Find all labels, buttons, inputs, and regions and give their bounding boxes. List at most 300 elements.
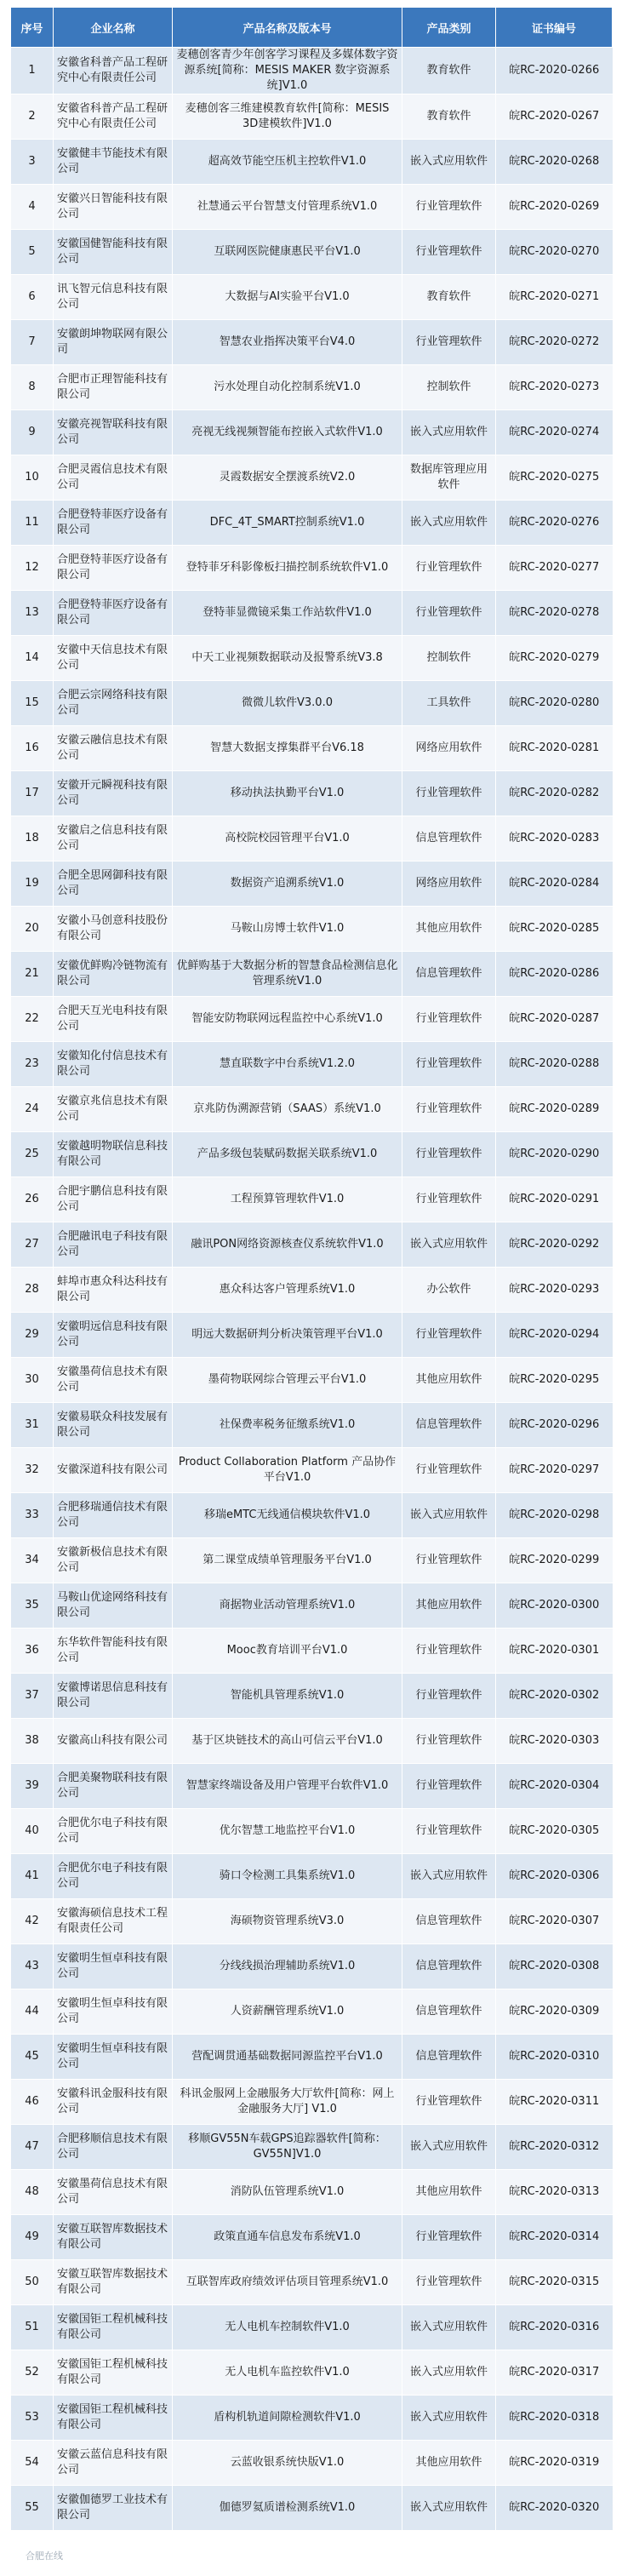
cell-company: 安徽国钜工程机械科技有限公司 (54, 2350, 173, 2396)
table-row (11, 1493, 613, 1538)
cell-category: 控制软件 (402, 365, 496, 410)
cell-category: 行业管理软件 (402, 1087, 496, 1132)
cell-product: 消防队伍管理系统V1.0 (173, 2170, 402, 2215)
cell-company: 安徽互联智库数据技术有限公司 (54, 2215, 173, 2260)
cell-seq: 17 (11, 771, 54, 816)
table-row (11, 455, 613, 501)
cell-seq: 33 (11, 1493, 54, 1538)
table-row (11, 591, 613, 636)
cell-company: 合肥优尔电子科技有限公司 (54, 1854, 173, 1899)
cell-product: 融讯PON网络资源核查仪系统软件V1.0 (173, 1222, 402, 1268)
cell-company: 安徽兴日智能科技有限公司 (54, 185, 173, 230)
cell-company: 安徽亮视智联科技有限公司 (54, 410, 173, 455)
cell-seq: 48 (11, 2170, 54, 2215)
cell-company: 安徽健丰节能技术有限公司 (54, 140, 173, 185)
cell-category: 教育软件 (402, 275, 496, 320)
cell-product: 无人电机车控制软件V1.0 (173, 2305, 402, 2350)
table-row (11, 320, 613, 365)
cell-company: 马鞍山优途网络科技有限公司 (54, 1583, 173, 1629)
cell-seq: 35 (11, 1583, 54, 1629)
cell-product: 超高效节能空压机主控软件V1.0 (173, 140, 402, 185)
cell-product: 第二课堂成绩单管理服务平台V1.0 (173, 1538, 402, 1583)
table-row (11, 1132, 613, 1177)
table-row (11, 726, 613, 771)
cell-product: 智慧农业指挥决策平台V4.0 (173, 320, 402, 365)
header-company: 企业名称 (54, 8, 173, 48)
cell-product: 污水处理自动化控制系统V1.0 (173, 365, 402, 410)
cell-category: 信息管理软件 (402, 2035, 496, 2080)
cell-cert: 皖RC-2020-0301 (496, 1629, 613, 1674)
cell-seq: 14 (11, 636, 54, 681)
cell-cert: 皖RC-2020-0298 (496, 1493, 613, 1538)
cell-product: 智能机具管理系统V1.0 (173, 1674, 402, 1719)
cell-cert: 皖RC-2020-0285 (496, 907, 613, 952)
cell-company: 安徽易联众科技发展有限公司 (54, 1403, 173, 1448)
cell-category: 行业管理软件 (402, 591, 496, 636)
cell-company: 安徽开元瞬视科技有限公司 (54, 771, 173, 816)
cell-product: 麦穗创客青少年创客学习课程及多媒体数字资源系统[简称：MESIS MAKER 数字资源系统]V1.0 (173, 48, 402, 94)
table-row (11, 546, 613, 591)
cell-seq: 42 (11, 1899, 54, 1944)
table-row (11, 2350, 613, 2396)
cell-company: 安徽省科普产品工程研究中心有限责任公司 (54, 94, 173, 140)
cell-cert: 皖RC-2020-0319 (496, 2441, 613, 2486)
cell-product: 智慧大数据支撑集群平台V6.18 (173, 726, 402, 771)
cell-company: 安徽省科普产品工程研究中心有限责任公司 (54, 48, 173, 94)
cell-cert: 皖RC-2020-0297 (496, 1448, 613, 1493)
cell-category: 行业管理软件 (402, 771, 496, 816)
table-row (11, 2305, 613, 2350)
table-row (11, 1629, 613, 1674)
cell-product: 移动执法执勤平台V1.0 (173, 771, 402, 816)
cell-category: 办公软件 (402, 1268, 496, 1313)
cell-seq: 34 (11, 1538, 54, 1583)
table-row (11, 2396, 613, 2441)
cell-cert: 皖RC-2020-0305 (496, 1809, 613, 1854)
table-row (11, 1358, 613, 1403)
cell-category: 其他应用软件 (402, 907, 496, 952)
cell-seq: 26 (11, 1177, 54, 1222)
cell-company: 安徽新极信息技术有限公司 (54, 1538, 173, 1583)
table-row (11, 2260, 613, 2305)
cell-category: 工具软件 (402, 681, 496, 726)
cell-company: 安徽朗坤物联网有限公司 (54, 320, 173, 365)
cell-category: 嵌入式应用软件 (402, 140, 496, 185)
cell-seq: 11 (11, 501, 54, 546)
cell-product: 商据物业活动管理系统V1.0 (173, 1583, 402, 1629)
cell-product: 产品多级包装赋码数据关联系统V1.0 (173, 1132, 402, 1177)
cell-cert: 皖RC-2020-0283 (496, 816, 613, 862)
cell-cert: 皖RC-2020-0291 (496, 1177, 613, 1222)
table-row (11, 230, 613, 275)
cell-seq: 5 (11, 230, 54, 275)
cell-company: 讯飞智元信息科技有限公司 (54, 275, 173, 320)
cell-seq: 36 (11, 1629, 54, 1674)
table-row (11, 1583, 613, 1629)
table-row (11, 1989, 613, 2035)
cell-category: 行业管理软件 (402, 1538, 496, 1583)
cell-seq: 10 (11, 455, 54, 501)
cell-cert: 皖RC-2020-0286 (496, 952, 613, 997)
cell-cert: 皖RC-2020-0318 (496, 2396, 613, 2441)
cell-product: 社保费率税务征缴系统V1.0 (173, 1403, 402, 1448)
cell-category: 其他应用软件 (402, 1358, 496, 1403)
table-row (11, 1313, 613, 1358)
cell-product: 云蓝收银系统快版V1.0 (173, 2441, 402, 2486)
cell-seq: 55 (11, 2486, 54, 2531)
cell-product: 大数据与AI实验平台V1.0 (173, 275, 402, 320)
table-row (11, 681, 613, 726)
cell-seq: 13 (11, 591, 54, 636)
cell-seq: 52 (11, 2350, 54, 2396)
cell-cert: 皖RC-2020-0300 (496, 1583, 613, 1629)
table-row (11, 1764, 613, 1809)
cell-company: 合肥天互光电科技有限公司 (54, 997, 173, 1042)
cell-seq: 15 (11, 681, 54, 726)
cell-product: 中天工业视频数据联动及报警系统V3.8 (173, 636, 402, 681)
cell-product: 明远大数据研判分析决策管理平台V1.0 (173, 1313, 402, 1358)
cell-seq: 46 (11, 2080, 54, 2125)
cell-seq: 24 (11, 1087, 54, 1132)
cell-seq: 22 (11, 997, 54, 1042)
cell-company: 合肥灵霞信息技术有限公司 (54, 455, 173, 501)
cell-company: 合肥市正理智能科技有限公司 (54, 365, 173, 410)
cell-product: 互联网医院健康惠民平台V1.0 (173, 230, 402, 275)
cell-company: 合肥融讯电子科技有限公司 (54, 1222, 173, 1268)
cell-cert: 皖RC-2020-0275 (496, 455, 613, 501)
cell-seq: 40 (11, 1809, 54, 1854)
cell-company: 安徽高山科技有限公司 (54, 1719, 173, 1764)
cell-category: 信息管理软件 (402, 952, 496, 997)
cell-cert: 皖RC-2020-0310 (496, 2035, 613, 2080)
cell-seq: 9 (11, 410, 54, 455)
cell-seq: 49 (11, 2215, 54, 2260)
cell-product: 惠众科达客户管理系统V1.0 (173, 1268, 402, 1313)
cell-seq: 41 (11, 1854, 54, 1899)
cell-company: 安徽伽德罗工业技术有限公司 (54, 2486, 173, 2531)
cell-seq: 4 (11, 185, 54, 230)
cell-product: 基于区块链技术的高山可信云平台V1.0 (173, 1719, 402, 1764)
cell-category: 行业管理软件 (402, 997, 496, 1042)
cell-cert: 皖RC-2020-0267 (496, 94, 613, 140)
table-row (11, 952, 613, 997)
header-category: 产品类别 (402, 8, 496, 48)
cell-seq: 30 (11, 1358, 54, 1403)
cell-product: 灵霞数据安全摆渡系统V2.0 (173, 455, 402, 501)
cell-cert: 皖RC-2020-0279 (496, 636, 613, 681)
cell-seq: 32 (11, 1448, 54, 1493)
cell-category: 嵌入式应用软件 (402, 1222, 496, 1268)
cell-product: 政策直通车信息发布系统V1.0 (173, 2215, 402, 2260)
table-row (11, 1854, 613, 1899)
cell-cert: 皖RC-2020-0308 (496, 1944, 613, 1989)
table-row (11, 816, 613, 862)
cell-product: 科讯金服网上金融服务大厅软件[简称：网上金融服务大厅] V1.0 (173, 2080, 402, 2125)
cell-category: 嵌入式应用软件 (402, 2125, 496, 2170)
cell-company: 安徽海硕信息技术工程有限责任公司 (54, 1899, 173, 1944)
cell-cert: 皖RC-2020-0274 (496, 410, 613, 455)
cell-seq: 44 (11, 1989, 54, 2035)
cell-seq: 23 (11, 1042, 54, 1087)
cell-category: 行业管理软件 (402, 1629, 496, 1674)
table-body (11, 48, 613, 2531)
cell-category: 其他应用软件 (402, 1583, 496, 1629)
cell-category: 嵌入式应用软件 (402, 2486, 496, 2531)
cell-product: 伽德罗氦质谱检测系统V1.0 (173, 2486, 402, 2531)
cell-seq: 37 (11, 1674, 54, 1719)
cell-category: 行业管理软件 (402, 2080, 496, 2125)
cell-company: 合肥登特菲医疗设备有限公司 (54, 546, 173, 591)
cell-cert: 皖RC-2020-0314 (496, 2215, 613, 2260)
cell-product: 麦穗创客三维建模教育软件[简称：MESIS 3D建模软件]V1.0 (173, 94, 402, 140)
cell-category: 行业管理软件 (402, 2215, 496, 2260)
cell-cert: 皖RC-2020-0313 (496, 2170, 613, 2215)
cell-category: 信息管理软件 (402, 1989, 496, 2035)
cell-category: 行业管理软件 (402, 1177, 496, 1222)
table-row (11, 997, 613, 1042)
table-row (11, 94, 613, 140)
cell-category: 其他应用软件 (402, 2170, 496, 2215)
cell-cert: 皖RC-2020-0316 (496, 2305, 613, 2350)
cell-cert: 皖RC-2020-0311 (496, 2080, 613, 2125)
cell-product: 互联智库政府绩效评估项目管理系统V1.0 (173, 2260, 402, 2305)
cell-seq: 18 (11, 816, 54, 862)
table-row (11, 862, 613, 907)
cell-category: 行业管理软件 (402, 2260, 496, 2305)
cell-product: 数据资产追溯系统V1.0 (173, 862, 402, 907)
cell-product: 分线线损治理辅助系统V1.0 (173, 1944, 402, 1989)
cell-cert: 皖RC-2020-0295 (496, 1358, 613, 1403)
cell-seq: 25 (11, 1132, 54, 1177)
table-row (11, 275, 613, 320)
cell-cert: 皖RC-2020-0276 (496, 501, 613, 546)
cell-cert: 皖RC-2020-0294 (496, 1313, 613, 1358)
cell-seq: 20 (11, 907, 54, 952)
table-row (11, 2080, 613, 2125)
cell-category: 行业管理软件 (402, 1448, 496, 1493)
cell-cert: 皖RC-2020-0299 (496, 1538, 613, 1583)
cell-category: 信息管理软件 (402, 816, 496, 862)
cell-cert: 皖RC-2020-0292 (496, 1222, 613, 1268)
certificate-table (10, 7, 613, 2531)
table-header-row (11, 8, 613, 48)
cell-company: 安徽云蓝信息科技有限公司 (54, 2441, 173, 2486)
table-row (11, 1268, 613, 1313)
cell-category: 行业管理软件 (402, 185, 496, 230)
cell-seq: 21 (11, 952, 54, 997)
cell-product: 无人电机车监控软件V1.0 (173, 2350, 402, 2396)
cell-cert: 皖RC-2020-0302 (496, 1674, 613, 1719)
table-row (11, 1177, 613, 1222)
table-row (11, 1087, 613, 1132)
cell-company: 合肥宇鹏信息科技有限公司 (54, 1177, 173, 1222)
cell-category: 嵌入式应用软件 (402, 2396, 496, 2441)
cell-cert: 皖RC-2020-0271 (496, 275, 613, 320)
cell-cert: 皖RC-2020-0277 (496, 546, 613, 591)
cell-product: 骑口令检测工具集系统V1.0 (173, 1854, 402, 1899)
cell-cert: 皖RC-2020-0306 (496, 1854, 613, 1899)
cell-product: 盾构机轨道间隙检测软件V1.0 (173, 2396, 402, 2441)
cell-company: 东华软件智能科技有限公司 (54, 1629, 173, 1674)
cell-product: 微微儿软件V3.0.0 (173, 681, 402, 726)
cell-product: 优尔智慧工地监控平台V1.0 (173, 1809, 402, 1854)
cell-seq: 39 (11, 1764, 54, 1809)
cell-category: 教育软件 (402, 48, 496, 94)
cell-seq: 47 (11, 2125, 54, 2170)
table-row (11, 1899, 613, 1944)
cell-company: 安徽互联智库数据技术有限公司 (54, 2260, 173, 2305)
cell-company: 蚌埠市惠众科达科技有限公司 (54, 1268, 173, 1313)
cell-company: 合肥优尔电子科技有限公司 (54, 1809, 173, 1854)
cell-category: 行业管理软件 (402, 1764, 496, 1809)
cell-cert: 皖RC-2020-0317 (496, 2350, 613, 2396)
table-row (11, 1674, 613, 1719)
cell-seq: 27 (11, 1222, 54, 1268)
cell-company: 安徽中天信息技术有限公司 (54, 636, 173, 681)
cell-product: 京兆防伪溯源营销（SAAS）系统V1.0 (173, 1087, 402, 1132)
cell-company: 安徽墨荷信息技术有限公司 (54, 1358, 173, 1403)
cell-category: 嵌入式应用软件 (402, 2305, 496, 2350)
cell-company: 安徽国钜工程机械科技有限公司 (54, 2305, 173, 2350)
table-row (11, 1448, 613, 1493)
cell-seq: 16 (11, 726, 54, 771)
cell-seq: 12 (11, 546, 54, 591)
table-row (11, 771, 613, 816)
cell-company: 安徽科讯金服科技有限公司 (54, 2080, 173, 2125)
cell-seq: 31 (11, 1403, 54, 1448)
cell-product: 营配调贯通基础数据同源监控平台V1.0 (173, 2035, 402, 2080)
cell-product: 人资薪酬管理系统V1.0 (173, 1989, 402, 2035)
cell-cert: 皖RC-2020-0303 (496, 1719, 613, 1764)
cell-company: 合肥全思网御科技有限公司 (54, 862, 173, 907)
cell-category: 数据库管理应用软件 (402, 455, 496, 501)
cell-product: 马鞍山房博士软件V1.0 (173, 907, 402, 952)
table-row (11, 1719, 613, 1764)
cell-product: 智能安防物联网远程监控中心系统V1.0 (173, 997, 402, 1042)
cell-company: 合肥移瑞通信技术有限公司 (54, 1493, 173, 1538)
cell-category: 控制软件 (402, 636, 496, 681)
table-row (11, 48, 613, 94)
cell-cert: 皖RC-2020-0289 (496, 1087, 613, 1132)
cell-product: 智慧家终端设备及用户管理平台软件V1.0 (173, 1764, 402, 1809)
cell-company: 安徽越明物联信息科技有限公司 (54, 1132, 173, 1177)
header-product: 产品名称及版本号 (173, 8, 402, 48)
cell-company: 安徽墨荷信息技术有限公司 (54, 2170, 173, 2215)
cell-company: 安徽明生恒卓科技有限公司 (54, 2035, 173, 2080)
cell-category: 行业管理软件 (402, 1042, 496, 1087)
cell-cert: 皖RC-2020-0309 (496, 1989, 613, 2035)
cell-product: 亮视无线视频智能布控嵌入式软件V1.0 (173, 410, 402, 455)
table-row (11, 365, 613, 410)
cell-company: 安徽云融信息技术有限公司 (54, 726, 173, 771)
cell-seq: 45 (11, 2035, 54, 2080)
table-row (11, 1222, 613, 1268)
cell-product: DFC_4T_SMART控制系统V1.0 (173, 501, 402, 546)
cell-product: 登特菲显微镜采集工作站软件V1.0 (173, 591, 402, 636)
cell-category: 行业管理软件 (402, 1674, 496, 1719)
cell-category: 教育软件 (402, 94, 496, 140)
cell-seq: 51 (11, 2305, 54, 2350)
table-row (11, 1538, 613, 1583)
cell-company: 安徽博诺思信息科技有限公司 (54, 1674, 173, 1719)
cell-category: 网络应用软件 (402, 726, 496, 771)
cell-category: 行业管理软件 (402, 230, 496, 275)
cell-seq: 2 (11, 94, 54, 140)
cell-cert: 皖RC-2020-0287 (496, 997, 613, 1042)
cell-category: 信息管理软件 (402, 1403, 496, 1448)
cell-seq: 28 (11, 1268, 54, 1313)
cell-cert: 皖RC-2020-0293 (496, 1268, 613, 1313)
cell-cert: 皖RC-2020-0280 (496, 681, 613, 726)
cell-cert: 皖RC-2020-0270 (496, 230, 613, 275)
cell-category: 信息管理软件 (402, 1944, 496, 1989)
table-row (11, 2170, 613, 2215)
cell-seq: 19 (11, 862, 54, 907)
cell-cert: 皖RC-2020-0315 (496, 2260, 613, 2305)
cell-cert: 皖RC-2020-0296 (496, 1403, 613, 1448)
cell-cert: 皖RC-2020-0284 (496, 862, 613, 907)
cell-category: 行业管理软件 (402, 1809, 496, 1854)
table-row (11, 1809, 613, 1854)
cell-cert: 皖RC-2020-0281 (496, 726, 613, 771)
cell-cert: 皖RC-2020-0273 (496, 365, 613, 410)
cell-seq: 29 (11, 1313, 54, 1358)
cell-seq: 53 (11, 2396, 54, 2441)
cell-product: 墨荷物联网综合管理云平台V1.0 (173, 1358, 402, 1403)
header-cert: 证书编号 (496, 8, 613, 48)
cell-company: 安徽明生恒卓科技有限公司 (54, 1989, 173, 2035)
cell-category: 嵌入式应用软件 (402, 2350, 496, 2396)
cell-product: 优鲜购基于大数据分析的智慧食品检测信息化管理系统V1.0 (173, 952, 402, 997)
cell-product: 工程预算管理软件V1.0 (173, 1177, 402, 1222)
header-seq: 序号 (11, 8, 54, 48)
cell-product: 高校院校园管理平台V1.0 (173, 816, 402, 862)
cell-cert: 皖RC-2020-0282 (496, 771, 613, 816)
cell-company: 安徽知化付信息技术有限公司 (54, 1042, 173, 1087)
cell-company: 合肥移顺信息技术有限公司 (54, 2125, 173, 2170)
table-row (11, 907, 613, 952)
cell-company: 合肥云宗网络科技有限公司 (54, 681, 173, 726)
cell-cert: 皖RC-2020-0288 (496, 1042, 613, 1087)
table-row (11, 2486, 613, 2531)
cell-product: Product Collaboration Platform 产品协作平台V1.0 (173, 1448, 402, 1493)
cell-company: 安徽启之信息科技有限公司 (54, 816, 173, 862)
cell-category: 嵌入式应用软件 (402, 1493, 496, 1538)
table-row (11, 410, 613, 455)
cell-seq: 7 (11, 320, 54, 365)
cell-cert: 皖RC-2020-0272 (496, 320, 613, 365)
cell-company: 安徽明生恒卓科技有限公司 (54, 1944, 173, 1989)
cell-cert: 皖RC-2020-0290 (496, 1132, 613, 1177)
cell-category: 信息管理软件 (402, 1899, 496, 1944)
table-row (11, 1944, 613, 1989)
cell-product: 慧直联数字中台系统V1.2.0 (173, 1042, 402, 1087)
cell-category: 其他应用软件 (402, 2441, 496, 2486)
cell-company: 安徽明远信息科技有限公司 (54, 1313, 173, 1358)
cell-category: 行业管理软件 (402, 1313, 496, 1358)
cell-cert: 皖RC-2020-0268 (496, 140, 613, 185)
cell-product: 海硕物资管理系统V3.0 (173, 1899, 402, 1944)
cell-cert: 皖RC-2020-0320 (496, 2486, 613, 2531)
cell-product: 移瑞eMTC无线通信模块软件V1.0 (173, 1493, 402, 1538)
cell-company: 安徽国健智能科技有限公司 (54, 230, 173, 275)
cell-company: 安徽小马创意科技股份有限公司 (54, 907, 173, 952)
cell-category: 行业管理软件 (402, 1132, 496, 1177)
cell-seq: 50 (11, 2260, 54, 2305)
cell-seq: 6 (11, 275, 54, 320)
cell-category: 嵌入式应用软件 (402, 501, 496, 546)
cell-product: 社慧通云平台智慧支付管理系统V1.0 (173, 185, 402, 230)
